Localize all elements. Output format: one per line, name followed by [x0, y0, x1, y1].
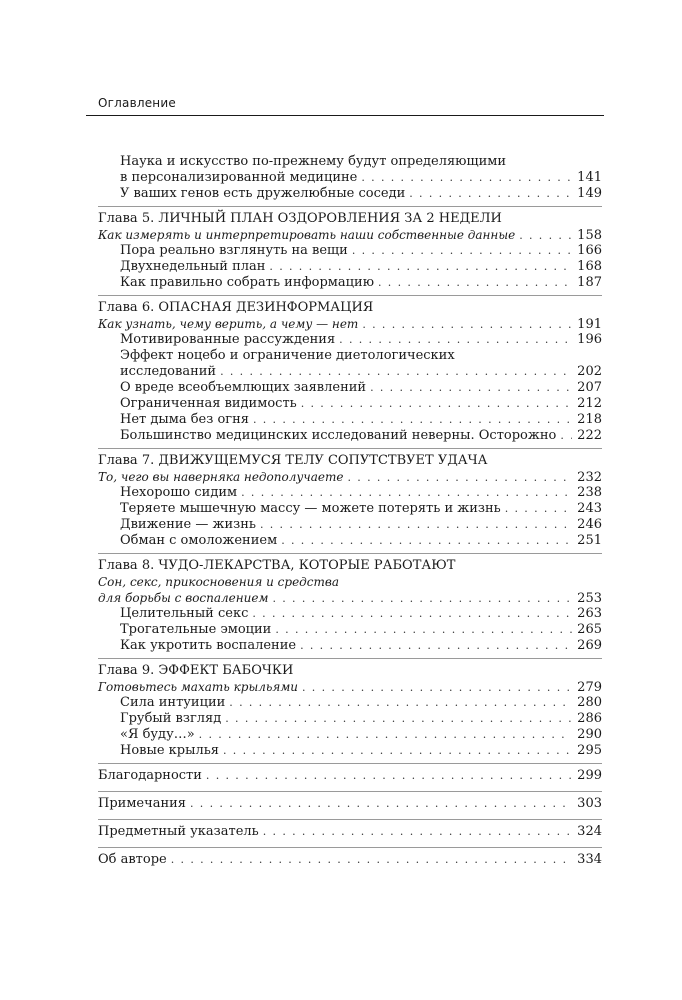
- toc-entry[interactable]: [98, 259, 602, 275]
- toc-entry-title: Об авторе: [98, 852, 167, 867]
- leader-dots: [370, 380, 572, 396]
- toc-entry-page: 166: [577, 243, 602, 258]
- toc-block-notes: [98, 791, 602, 815]
- leader-dots: [560, 428, 572, 444]
- toc-entry-title: Как узнать, чему верить, а чему — нет: [98, 317, 359, 331]
- toc-block-chapter-9: [98, 658, 602, 759]
- toc-entry-page: 299: [577, 768, 602, 783]
- toc-entry[interactable]: [98, 332, 602, 348]
- toc-entry-title: Большинство медицинских исследований неверны. Осторожно: [120, 428, 557, 443]
- header-rule: [86, 115, 604, 116]
- toc-entry-page: 295: [577, 743, 602, 758]
- chapter-heading[interactable]: [98, 211, 602, 227]
- toc-entry-title: Эффект ноцебо и ограничение диетологических: [120, 348, 455, 363]
- toc-entry-title: У ваших генов есть дружелюбные соседи: [120, 186, 406, 201]
- toc-entry-title: Нет дыма без огня: [120, 412, 249, 427]
- toc-entry-title: Двухнедельный план: [120, 259, 266, 274]
- toc-entry-page: 187: [577, 275, 602, 290]
- toc-entry-title: в персонализированной медицине: [120, 170, 358, 185]
- toc-entry-title: для борьбы с воспалением: [98, 591, 269, 605]
- leader-dots: [409, 186, 572, 202]
- toc-entry-page: 158: [577, 228, 602, 243]
- leader-dots: [223, 743, 572, 759]
- table-of-contents: [98, 154, 602, 871]
- leader-dots: [519, 228, 572, 244]
- toc-entry-page: 202: [577, 364, 602, 379]
- leader-dots: [505, 501, 572, 517]
- toc-entry[interactable]: [98, 348, 602, 364]
- toc-block-chapter-5: [98, 206, 602, 291]
- chapter-heading[interactable]: [98, 453, 602, 469]
- toc-entry-title: Мотивированные рассуждения: [120, 332, 336, 347]
- toc-entry[interactable]: [98, 533, 602, 549]
- toc-entry[interactable]: [98, 574, 602, 590]
- toc-entry-page: 290: [577, 727, 602, 742]
- toc-entry-page: 218: [577, 412, 602, 427]
- toc-entry-title: Готовьтесь махать крыльями: [98, 680, 299, 694]
- toc-entry-page: 265: [577, 622, 602, 637]
- toc-entry-title: Трогательные эмоции: [120, 622, 272, 637]
- leader-dots: [263, 820, 572, 843]
- toc-entry-title: Ограниченная видимость: [120, 396, 297, 411]
- toc-entry[interactable]: [98, 243, 602, 259]
- toc-entry[interactable]: [98, 590, 602, 606]
- toc-entry-title: Наука и искусство по-прежнему будут определяющими: [120, 154, 507, 169]
- leader-dots: [241, 485, 572, 501]
- chapter-heading[interactable]: [98, 663, 602, 679]
- chapter-title: Глава 8. ЧУДО-ЛЕКАРСТВА, КОТОРЫЕ РАБОТАЮТ: [98, 558, 456, 573]
- leader-dots: [272, 591, 572, 607]
- toc-entry[interactable]: [98, 396, 602, 412]
- toc-entry-page: 232: [577, 470, 602, 485]
- chapter-title: Глава 6. ОПАСНАЯ ДЕЗИНФОРМАЦИЯ: [98, 300, 374, 315]
- toc-entry[interactable]: [98, 517, 602, 533]
- toc-block-about-author: [98, 847, 602, 871]
- toc-block-back-matter: [98, 763, 602, 787]
- leader-dots: [252, 606, 572, 622]
- toc-entry-page: 212: [577, 396, 602, 411]
- toc-entry-page: 253: [577, 591, 602, 606]
- toc-entry-title: Как измерять и интерпретировать наши собственные данные: [98, 228, 516, 242]
- toc-entry[interactable]: [98, 638, 602, 654]
- leader-dots: [302, 680, 572, 696]
- toc-entry[interactable]: [98, 695, 602, 711]
- toc-entry-page: 168: [577, 259, 602, 274]
- toc-entry[interactable]: [98, 380, 602, 396]
- leader-dots: [339, 332, 572, 348]
- toc-entry-title: Нехорошо сидим: [120, 485, 238, 500]
- leader-dots: [300, 638, 572, 654]
- toc-entry-title: Грубый взгляд: [120, 711, 222, 726]
- toc-entry-page: 251: [577, 533, 602, 548]
- toc-entry-title: Как правильно собрать информацию: [120, 275, 375, 290]
- toc-block-chapter-7: [98, 448, 602, 549]
- leader-dots: [362, 317, 572, 333]
- leader-dots: [190, 792, 572, 815]
- leader-dots: [281, 533, 572, 549]
- leader-dots: [171, 848, 572, 871]
- toc-entry-page: 263: [577, 606, 602, 621]
- toc-entry-notes[interactable]: [98, 792, 602, 815]
- leader-dots: [352, 243, 572, 259]
- leader-dots: [361, 170, 572, 186]
- leader-dots: [206, 764, 572, 787]
- toc-entry[interactable]: [98, 606, 602, 622]
- leader-dots: [275, 622, 572, 638]
- toc-entry[interactable]: [98, 622, 602, 638]
- toc-entry-title: Сон, секс, прикосновения и средства: [98, 575, 340, 589]
- chapter-title: Глава 5. ЛИЧНЫЙ ПЛАН ОЗДОРОВЛЕНИЯ ЗА 2 НЕДЕЛИ: [98, 211, 502, 226]
- toc-entry[interactable]: [98, 186, 602, 202]
- toc-block-index: [98, 819, 602, 843]
- toc-entry-page: 207: [577, 380, 602, 395]
- toc-entry[interactable]: [98, 679, 602, 695]
- toc-entry-title: Целительный секс: [120, 606, 249, 621]
- toc-entry-page: 303: [577, 796, 602, 811]
- leader-dots: [229, 695, 572, 711]
- leader-dots: [301, 396, 572, 412]
- toc-entry-title: Предметный указатель: [98, 824, 259, 839]
- toc-entry-page: 196: [577, 332, 602, 347]
- leader-dots: [220, 364, 572, 380]
- toc-entry[interactable]: [98, 469, 602, 485]
- leader-dots: [253, 412, 572, 428]
- leader-dots: [378, 275, 572, 291]
- toc-entry-title: Движение — жизнь: [120, 517, 256, 532]
- chapter-title: Глава 7. ДВИЖУЩЕМУСЯ ТЕЛУ СОПУТСТВУЕТ УДАЧА: [98, 453, 488, 468]
- toc-block-chapter-4-tail: [98, 154, 602, 202]
- toc-entry-page: 222: [577, 428, 602, 443]
- toc-entry-page: 269: [577, 638, 602, 653]
- toc-entry-title: Благодарности: [98, 768, 202, 783]
- chapter-heading[interactable]: [98, 558, 602, 574]
- toc-entry-title: То, чего вы наверняка недополучаете: [98, 470, 344, 484]
- toc-entry-page: 334: [577, 852, 602, 867]
- toc-entry-page: 141: [577, 170, 602, 185]
- toc-entry-title: Теряете мышечную массу — можете потерять и жизнь: [120, 501, 501, 516]
- toc-entry-title: Как укротить воспаление: [120, 638, 297, 653]
- toc-entry[interactable]: [98, 711, 602, 727]
- toc-entry-title: Новые крылья: [120, 743, 219, 758]
- toc-entry-page: 246: [577, 517, 602, 532]
- toc-entry-title: Сила интуиции: [120, 695, 226, 710]
- toc-entry[interactable]: [98, 501, 602, 517]
- toc-entry-title: О вреде всеобъемлющих заявлений: [120, 380, 367, 395]
- toc-entry-title: Пора реально взглянуть на вещи: [120, 243, 348, 258]
- toc-entry-page: 238: [577, 485, 602, 500]
- toc-entry[interactable]: [98, 412, 602, 428]
- toc-entry[interactable]: [98, 275, 602, 291]
- toc-block-chapter-8: [98, 553, 602, 654]
- toc-entry-page: 191: [577, 317, 602, 332]
- toc-entry-about-author[interactable]: [98, 848, 602, 871]
- toc-entry[interactable]: [98, 154, 602, 170]
- toc-entry[interactable]: [98, 727, 602, 743]
- toc-entry-title: Примечания: [98, 796, 187, 811]
- toc-entry[interactable]: [98, 316, 602, 332]
- toc-entry[interactable]: [98, 428, 602, 444]
- toc-entry-title: Обман с омоложением: [120, 533, 278, 548]
- toc-entry-page: 243: [577, 501, 602, 516]
- toc-entry-title: исследований: [120, 364, 217, 379]
- leader-dots: [260, 517, 572, 533]
- toc-entry-page: 286: [577, 711, 602, 726]
- leader-dots: [199, 727, 572, 743]
- toc-entry-page: 324: [577, 824, 602, 839]
- toc-entry[interactable]: [98, 485, 602, 501]
- toc-entry-acknowledgements[interactable]: [98, 764, 602, 787]
- chapter-title: Глава 9. ЭФФЕКТ БАБОЧКИ: [98, 663, 294, 678]
- toc-entry-page: 149: [577, 186, 602, 201]
- toc-entry[interactable]: [98, 170, 602, 186]
- toc-entry[interactable]: [98, 227, 602, 243]
- toc-entry[interactable]: [98, 743, 602, 759]
- leader-dots: [348, 470, 572, 486]
- toc-entry-title: «Я буду…»: [120, 727, 195, 742]
- toc-entry-index[interactable]: [98, 820, 602, 843]
- running-head: Оглавление: [98, 96, 176, 110]
- leader-dots: [269, 259, 572, 275]
- toc-entry[interactable]: [98, 364, 602, 380]
- leader-dots: [225, 711, 572, 727]
- chapter-heading[interactable]: [98, 300, 602, 316]
- toc-entry-page: 279: [577, 680, 602, 695]
- toc-block-chapter-6: [98, 295, 602, 444]
- toc-entry-page: 280: [577, 695, 602, 710]
